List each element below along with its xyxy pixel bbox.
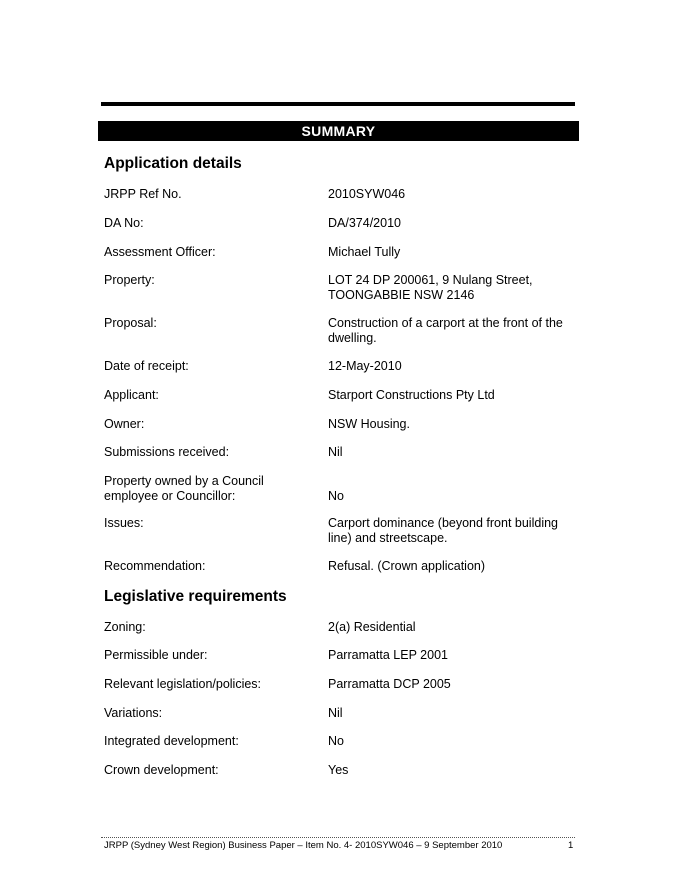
row-value: NSW Housing.: [328, 417, 410, 431]
footer-rule: [101, 837, 575, 838]
row-label-line: employee or Councillor:: [104, 489, 236, 503]
row-label: Zoning:: [104, 620, 146, 634]
row-value-line: Carport dominance (beyond front building: [328, 516, 558, 530]
application-details-heading: Application details: [104, 155, 242, 172]
row-value-line: TOONGABBIE NSW 2146: [328, 288, 475, 302]
row-label-line: Property owned by a Council: [104, 474, 264, 488]
row-label: Recommendation:: [104, 559, 206, 573]
row-label: Submissions received:: [104, 445, 230, 459]
row-label: JRPP Ref No.: [104, 187, 182, 201]
row-value-line: Construction of a carport at the front of the: [328, 316, 563, 330]
row-label: Relevant legislation/policies:: [104, 677, 262, 691]
row-label: Crown development:: [104, 763, 219, 777]
row-label: Owner:: [104, 417, 145, 431]
row-label: Issues:: [104, 516, 144, 530]
row-value: No: [328, 734, 344, 748]
row-value: Parramatta LEP 2001: [328, 648, 448, 662]
row-value: Refusal. (Crown application): [328, 559, 486, 573]
row-value: No: [328, 489, 344, 503]
page-number: 1: [568, 840, 574, 851]
row-label: Permissible under:: [104, 648, 208, 662]
row-label: Proposal:: [104, 316, 157, 330]
footer-text: JRPP (Sydney West Region) Business Paper – Item No. 4- 2010SYW046 – 9 September 2010: [104, 840, 503, 851]
row-value-line: LOT 24 DP 200061, 9 Nulang Street,: [328, 273, 533, 287]
row-value-line: dwelling.: [328, 331, 377, 345]
row-label: Assessment Officer:: [104, 245, 216, 259]
row-value: Nil: [328, 706, 343, 720]
row-label: Variations:: [104, 706, 163, 720]
row-value: Parramatta DCP 2005: [328, 677, 451, 691]
row-label: Integrated development:: [104, 734, 239, 748]
row-label: [104, 474, 319, 504]
row-value: [328, 273, 578, 303]
row-value: 2010SYW046: [328, 187, 406, 201]
row-value: Starport Constructions Pty Ltd: [328, 388, 495, 402]
row-label: Date of receipt:: [104, 359, 189, 373]
row-value: 12-May-2010: [328, 359, 402, 373]
row-value: [328, 316, 578, 346]
row-value: 2(a) Residential: [328, 620, 416, 634]
row-value: Michael Tully: [328, 245, 401, 259]
top-rule: [101, 102, 575, 106]
legislative-requirements-heading: Legislative requirements: [104, 588, 287, 605]
row-label: DA No:: [104, 216, 144, 230]
row-label: Applicant:: [104, 388, 159, 402]
row-value: [328, 516, 578, 546]
summary-banner: SUMMARY: [98, 121, 579, 141]
row-value: DA/374/2010: [328, 216, 401, 230]
row-value: Nil: [328, 445, 343, 459]
row-label: Property:: [104, 273, 155, 287]
row-value-line: line) and streetscape.: [328, 531, 448, 545]
row-value: Yes: [328, 763, 349, 777]
